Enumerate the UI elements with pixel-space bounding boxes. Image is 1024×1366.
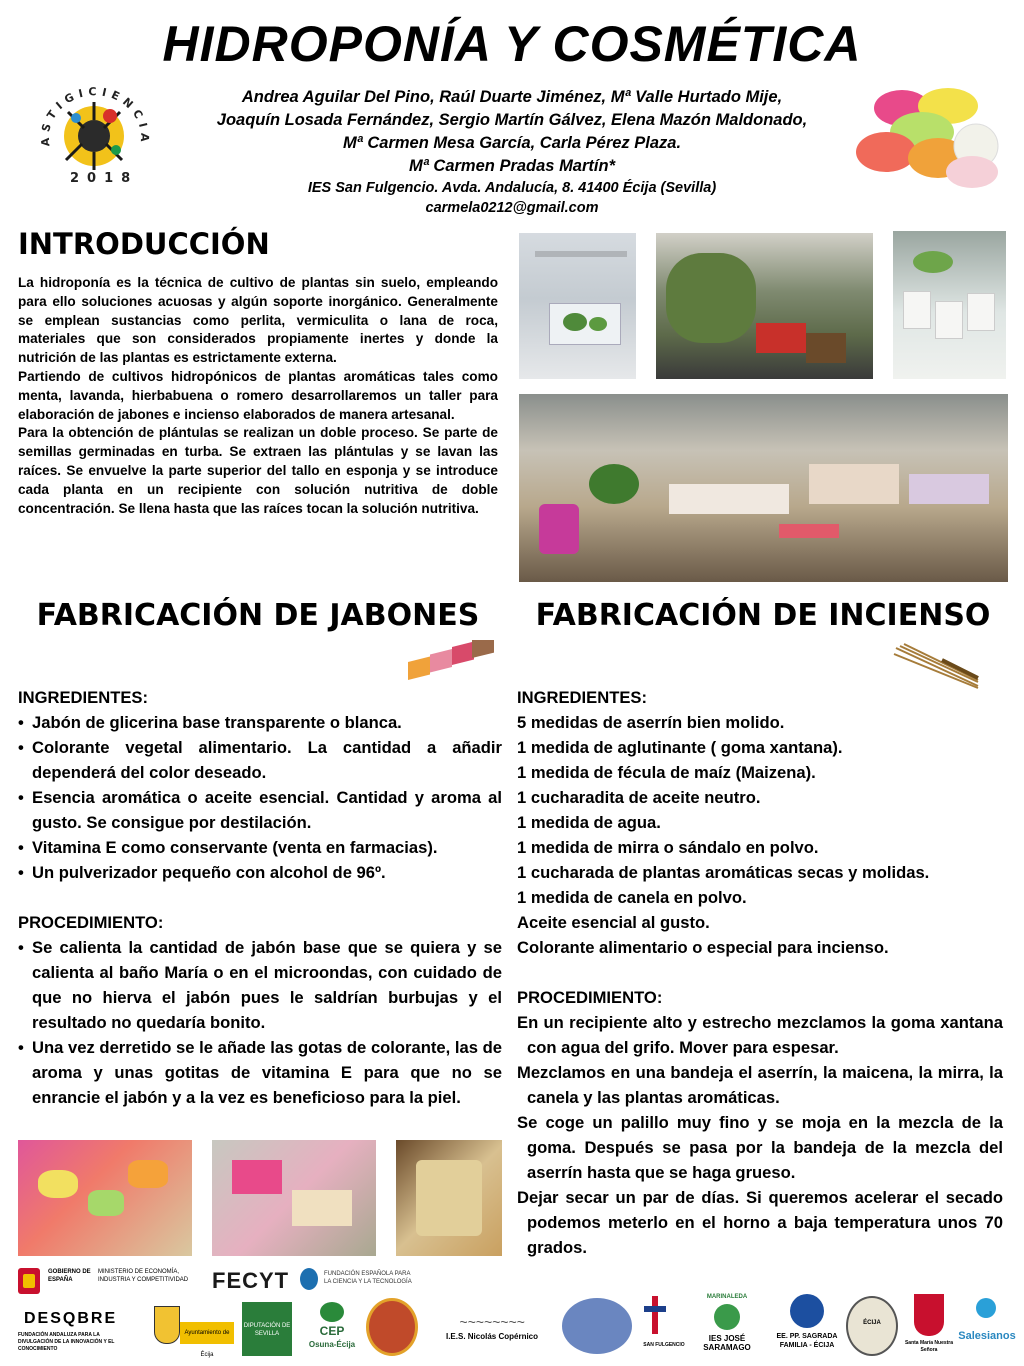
photo-seedlings (893, 231, 1006, 379)
ayuntamiento-ecija-logo (150, 1302, 236, 1356)
incense-procedure-step: Mezclamos en una bandeja el aserrín, la maicena, la mirra, la canela y las plantas aromáticas. (517, 1063, 1003, 1107)
copernico-text: I.E.S. Nicolás Copérnico (445, 1332, 539, 1341)
soap-ingredient: • Jabón de glicerina base transparente o blanca. (18, 710, 502, 735)
author-line: Andrea Aguilar Del Pino, Raúl Duarte Jiménez, Mª Valle Hurtado Mije, (241, 88, 783, 106)
incense-ingredient: 5 medidas de aserrín bien molido. (517, 713, 785, 732)
diputacion-sevilla-logo: DIPUTACIÓN DE SEVILLA (242, 1302, 292, 1356)
soap-ingredients-title: INGREDIENTES: (18, 688, 148, 707)
san-fulgencio-text: SAN FULGENCIO (643, 1342, 685, 1348)
incense-ingredient: Aceite esencial al gusto. (517, 913, 710, 932)
authors-block (160, 86, 864, 218)
genil-logo (562, 1298, 632, 1354)
fecyt-text: FECYT (212, 1268, 290, 1293)
school-crest-logo (366, 1298, 418, 1356)
incense-section (517, 685, 1003, 1260)
saramago-text: IES JOSÉ SARAMAGO (703, 1334, 751, 1352)
poster-title: HIDROPONÍA Y COSMÉTICA (162, 16, 862, 72)
gobierno-text: GOBIERNO DE ESPAÑA (48, 1269, 91, 1283)
san-fulgencio-logo (640, 1296, 688, 1356)
incense-ingredient: 1 medida de aglutinante ( goma xantana). (517, 738, 843, 757)
sagrada-familia-logo (770, 1294, 844, 1358)
incense-procedure-step: En un recipiente alto y estrecho mezclamos la goma xantana con agua del grifo. Mover para espesar. (517, 1013, 1003, 1057)
copernico-logo: ~~~~~~~~ I.E.S. Nicolás Copérnico (432, 1314, 552, 1348)
desqbre-sub: FUNDACIÓN ANDALUZA PARA LA DIVULGACIÓN DE LA INNOVACIÓN Y EL CONOCIMIENTO (18, 1332, 115, 1352)
soap-procedure-title: PROCEDIMIENTO: (18, 913, 164, 932)
intro-heading: INTRODUCCIÓN (18, 227, 270, 261)
desqbre-logo (18, 1306, 130, 1356)
soap-section (18, 685, 502, 1110)
soap-ingredient: • Esencia aromática o aceite esencial. Cantidad y aroma al gusto. Se consigue por destilación. (18, 785, 502, 835)
author-line: Joaquín Losada Fernández, Sergio Martín Gálvez, Elena Mazón Maldonado, (216, 111, 808, 129)
photo-soaps-molds (212, 1140, 376, 1256)
logo-year: 2018 (70, 171, 139, 186)
soap-ingredient: • Colorante vegetal alimentario. La cantidad a añadir dependerá del color deseado. (18, 735, 502, 785)
ecija-crest-logo (846, 1296, 898, 1356)
ayuntamiento-text: Ayuntamiento de Écija (180, 1322, 234, 1344)
soap-ingredient: • Un pulverizador pequeño con alcohol de 96º. (18, 860, 502, 885)
contact-email: carmela0212@gmail.com (425, 200, 599, 216)
author-line: Mª Carmen Pradas Martín* (408, 157, 615, 175)
logo-dot-green (111, 145, 121, 155)
soap-heading: FABRICACIÓN DE JABONES (36, 598, 480, 633)
salesianos-text: Salesianos (958, 1330, 1016, 1342)
logo-dot-red (103, 109, 117, 123)
school-address: IES San Fulgencio. Avda. Andalucía, 8. 41400 Écija (Sevilla) (307, 180, 717, 196)
intro-paragraph: Partiendo de cultivos hidropónicos de plantas aromáticas tales como menta, lavanda, hierbabuena o romero desarrollaremos un taller para elaboración de jabones e incienso elaborados de manera artesanal. (18, 368, 498, 422)
logo-dot-blue (71, 113, 81, 123)
incense-ingredient: 1 medida de mirra o sándalo en polvo. (517, 838, 819, 857)
desqbre-text: DESQBRE (24, 1310, 118, 1327)
incense-ingredient: 1 medida de agua. (517, 813, 661, 832)
photo-soap-tray (396, 1140, 502, 1256)
soap-procedure-step: • Se calienta la cantidad de jabón base que se quiera y se calienta al baño María o en el microondas, con cuidado de que no hierva el jabón pues le saldrían burbujas y el resultado no quedaría bonito. (18, 935, 502, 1035)
author-line: Mª Carmen Mesa García, Carla Pérez Plaza. (342, 134, 682, 152)
incense-ingredient: 1 cucharadita de aceite neutro. (517, 788, 761, 807)
incense-heading: FABRICACIÓN DE INCIENSO (535, 598, 991, 633)
gobierno-logo (18, 1266, 198, 1298)
incense-ingredients-title: INGREDIENTES: (517, 688, 647, 707)
cep-text: CEP (319, 1324, 345, 1338)
sagrada-familia-text: EE. PP. SAGRADA FAMILIA - ÉCIJA (776, 1333, 838, 1349)
intro-paragraph: La hidroponía es la técnica de cultivo de plantas sin suelo, empleando para ello soluciones acuosas y algún soporte inorgánico. Generalmente se emplean sustancias como perlita, vermiculita o lana de roca, materiales que son considerados propiamente inertes y donde la nutrición de las plantas es estrictamente externa. (18, 275, 498, 366)
incense-ingredient: Colorante alimentario o especial para incienso. (517, 938, 889, 957)
soaps-illustration (856, 86, 1002, 192)
cep-sub: Osuna-Écija (308, 1340, 356, 1349)
incense-ingredient: 1 medida de canela en polvo. (517, 888, 747, 907)
fecyt-fundacion: FUNDACIÓN ESPAÑOLA PARA LA CIENCIA Y LA TECNOLOGÍA (324, 1271, 412, 1285)
fecyt-logo (212, 1266, 412, 1298)
photo-hydroponic-setup (519, 233, 636, 379)
santa-maria-logo (904, 1294, 954, 1360)
santa-maria-text: Santa María Nuestra Señora (904, 1340, 954, 1353)
soap-procedure-step: • Una vez derretido se le añade las gotas de colorante, las de aroma y unas gotitas de vitamina E para que no se enrancie el jabón y a la vez es beneficioso para la piel. (18, 1035, 502, 1110)
intro-paragraph: Para la obtención de plántulas se realizan un doble proceso. Se parte de semillas germinadas en turba. Se extraen las plántulas y se lavan las raíces. Se envuelve la parte superior del tallo en esponja y se introduce cada planta en un recipiente con solución nutritiva de doble concentración. Se llena hasta que las raíces tocan la solución nutritiva. (18, 425, 498, 516)
incense-procedure-step: Se coge un palillo muy fino y se moja en la mezcla de la goma. Después se pasa por la bandeja de la mezcla del aserrín hasta que se haga grueso. (517, 1113, 1003, 1182)
soap-ingredient: • Vitamina E como conservante (venta en farmacias). (18, 835, 502, 860)
ministerio-text: MINISTERIO DE ECONOMÍA, INDUSTRIA Y COMPETITIVIDAD (98, 1269, 189, 1283)
soap-bars-icon (400, 640, 500, 690)
saramago-logo (696, 1294, 758, 1358)
marinaleda-text: MARINALEDA (706, 1294, 748, 1300)
salesianos-logo (956, 1296, 1018, 1358)
cep-logo (300, 1300, 364, 1358)
logo-ring-textpath: ASTIGICIENCIA (38, 85, 152, 147)
incense-procedure-title: PROCEDIMIENTO: (517, 988, 663, 1007)
intro-text (18, 274, 498, 518)
incense-ingredient: 1 cucharada de plantas aromáticas secas y molidas. (517, 863, 930, 882)
photo-workshop-table (519, 394, 1008, 582)
photo-lab-plants (656, 233, 873, 379)
incense-procedure-step: Dejar secar un par de días. Si queremos acelerar el secado podemos meterlo en el horno a baja temperatura unos 70 grados. (517, 1188, 1003, 1257)
photo-soaps-pink (18, 1140, 192, 1256)
incense-ingredient: 1 medida de fécula de maíz (Maizena). (517, 763, 816, 782)
astigiciencia-logo (28, 82, 164, 186)
ecija-crest-text: ÉCIJA (863, 1320, 881, 1326)
